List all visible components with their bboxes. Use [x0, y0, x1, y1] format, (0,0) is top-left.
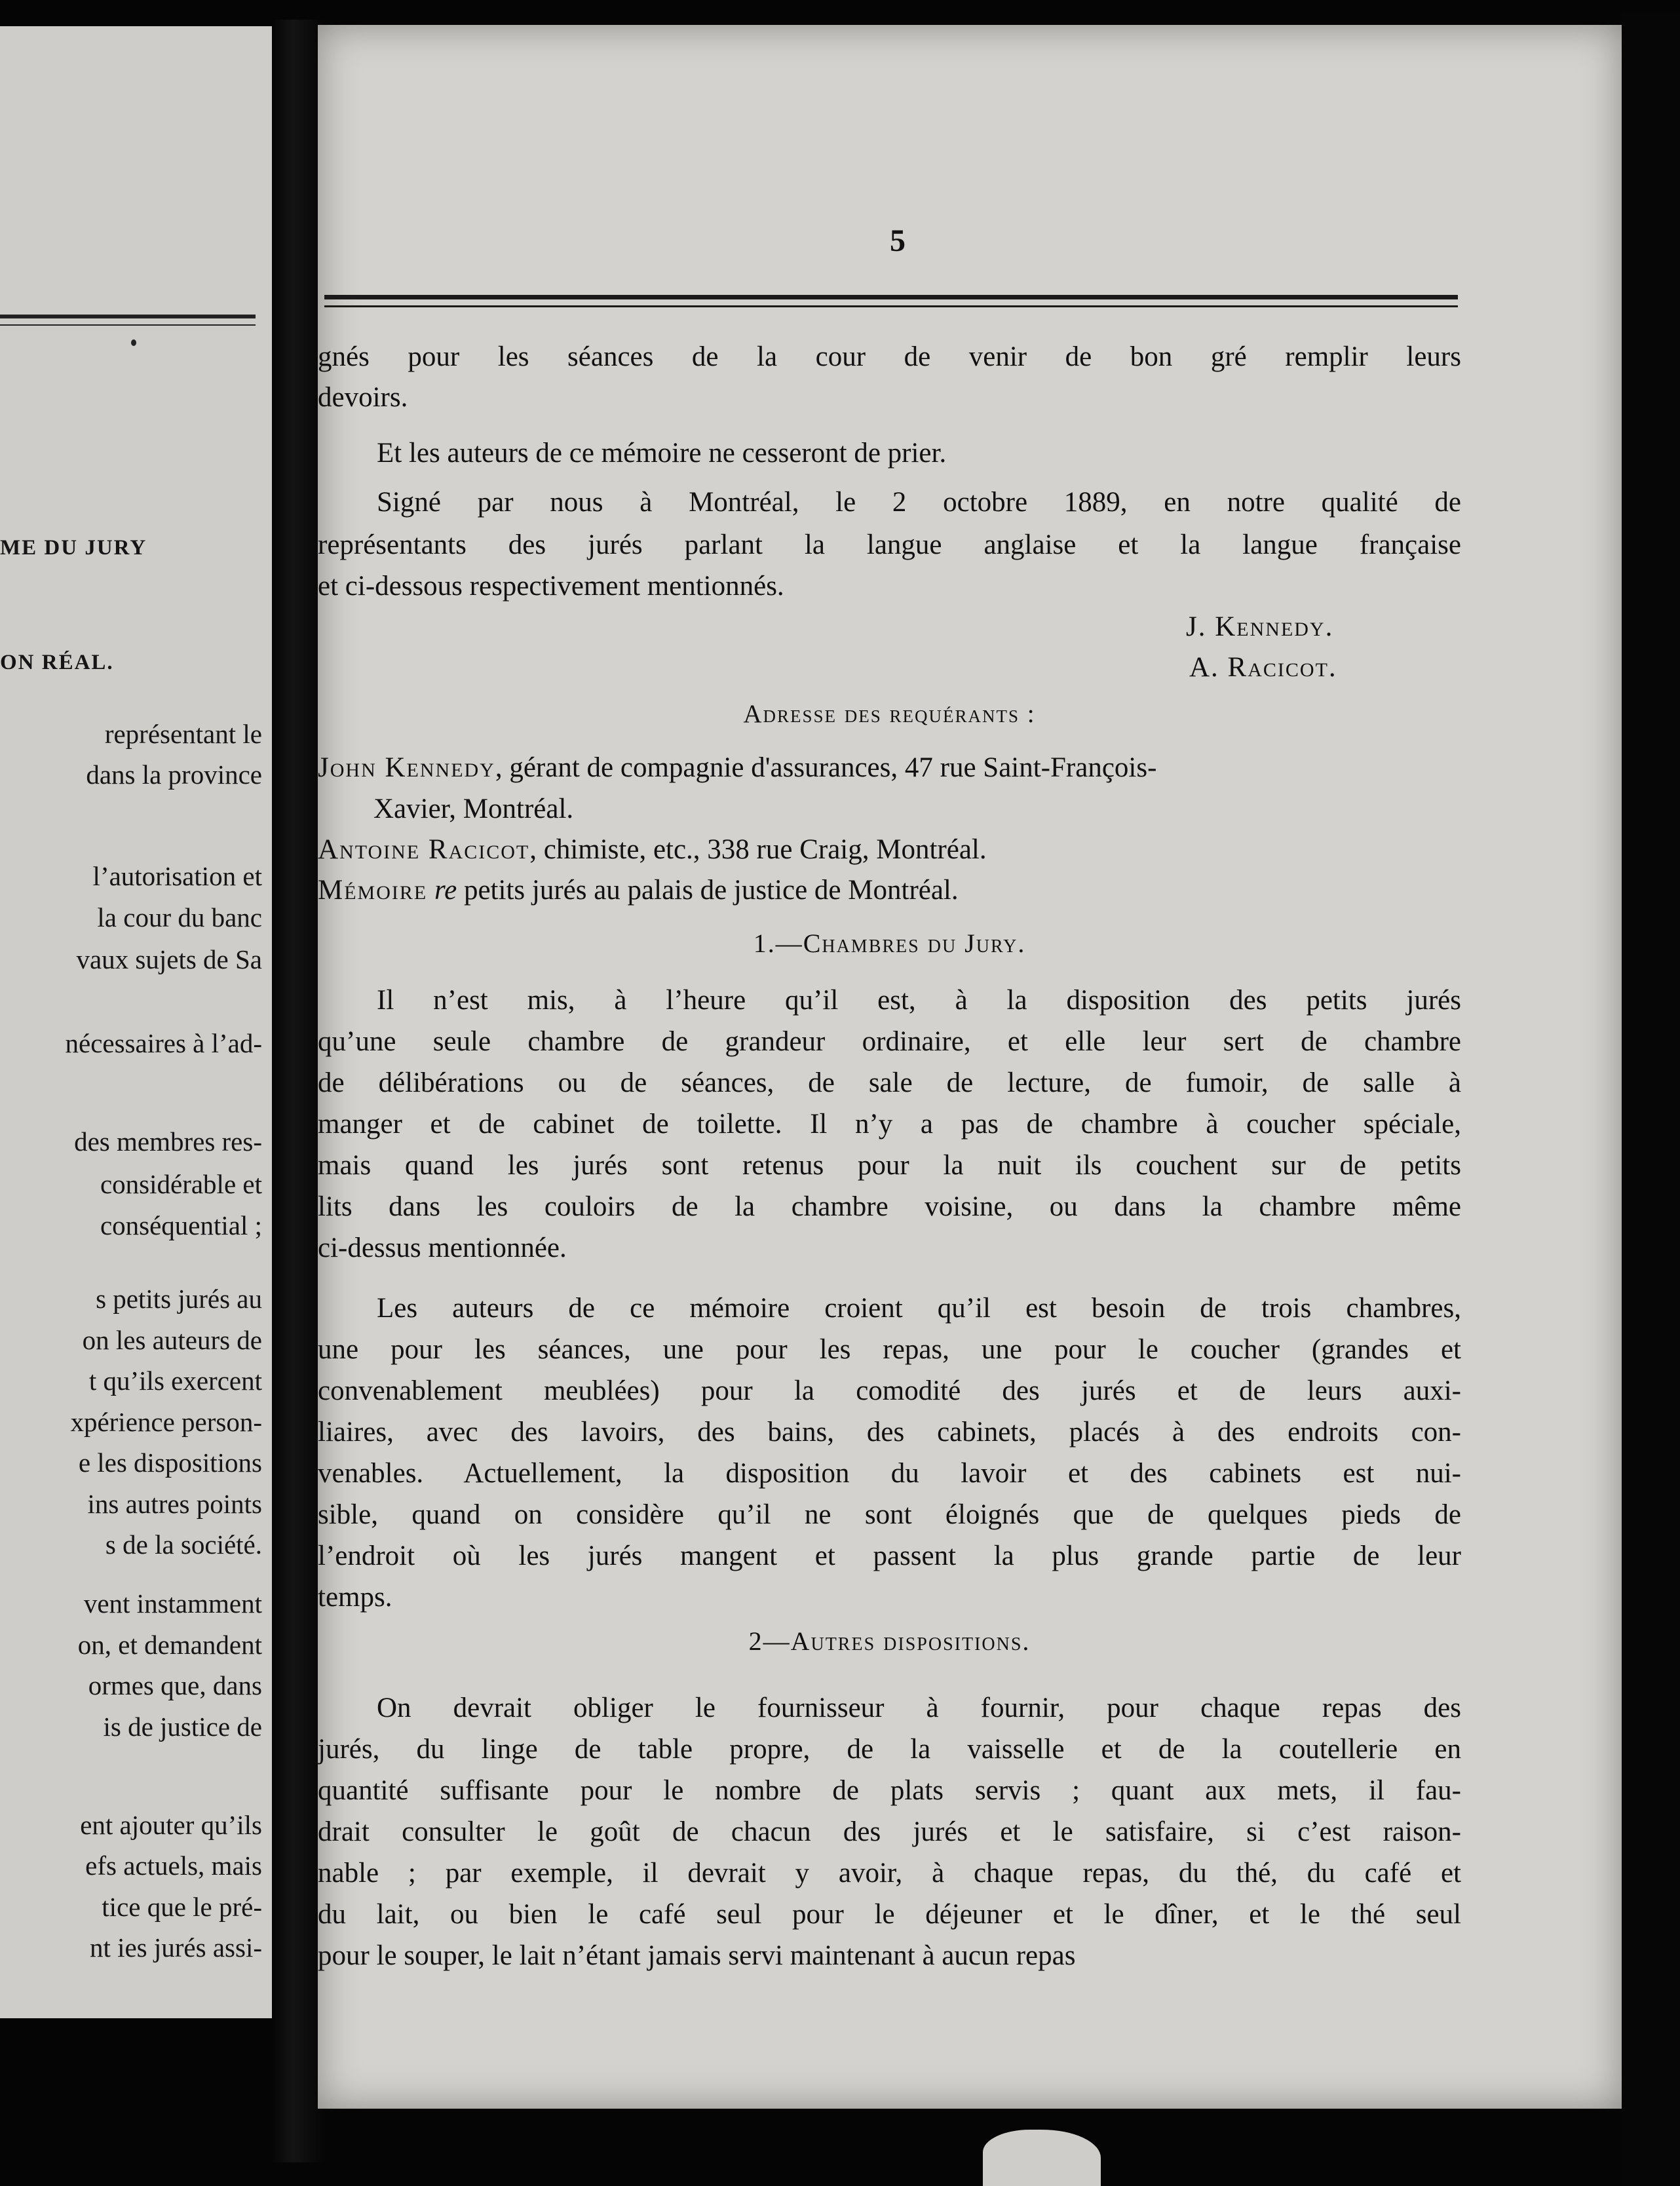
memoire-word: Mémoire — [318, 875, 428, 906]
racicot-name: Antoine Racicot — [318, 834, 530, 865]
book-gutter — [272, 20, 324, 2162]
kennedy-details: , gérant de compagnie d'assurances, 47 rue Saint-François- — [495, 752, 1157, 783]
left-page-line: is de justice de — [103, 1712, 262, 1742]
left-page-line: l’autorisation et — [92, 861, 262, 891]
left-page-line: ent ajouter qu’ils — [80, 1810, 262, 1840]
paragraph-line: convenablement meublées) pour la comodité des jurés et de leurs auxi- — [318, 1375, 1461, 1406]
left-page-line: efs actuels, mais — [85, 1850, 262, 1881]
signed-line-3: et ci-dessous respectivement mentionnés. — [318, 571, 784, 602]
paragraph-line: On devrait obliger le fournisseur à fournir, pour chaque repas des — [377, 1693, 1461, 1723]
paragraph-line: sible, quand on considère qu’il ne sont éloignés que de quelques pieds de — [318, 1499, 1461, 1530]
paragraph-line: drait consulter le goût de chacun des jurés et le satisfaire, si c’est raison- — [318, 1816, 1461, 1847]
paragraph-line: Il n’est mis, à l’heure qu’il est, à la disposition des petits jurés — [377, 985, 1461, 1016]
racicot-details: , chimiste, etc., 338 rue Craig, Montréal. — [529, 834, 987, 865]
signature-kennedy: J. Kennedy. — [1186, 611, 1334, 642]
signed-line-1: Signé par nous à Montréal, le 2 octobre 1889, en notre qualité de — [377, 487, 1461, 518]
memoire-re: re — [434, 875, 457, 906]
left-page-line: s de la société. — [105, 1529, 262, 1560]
paragraph-line: temps. — [318, 1582, 392, 1613]
section1-heading: 1.—Chambres du Jury. — [753, 929, 1026, 958]
kennedy-name: John Kennedy — [318, 752, 495, 783]
left-page-line: t qu’ils exercent — [88, 1366, 262, 1396]
left-page-rule — [0, 315, 256, 318]
left-page-line: représentant le — [104, 719, 262, 749]
paragraph-line: nable ; par exemple, il devrait y avoir, à chaque repas, du thé, du café et — [318, 1858, 1461, 1889]
left-page-line: nécessaires à l’ad- — [65, 1028, 262, 1058]
left-page-line: nt ies jurés assi- — [89, 1932, 262, 1963]
memoire-subject: petits jurés au palais de justice de Montréal. — [457, 875, 959, 906]
paragraph-line: une pour les séances, une pour les repas, une pour le coucher (grandes et — [318, 1334, 1461, 1365]
page-number: 5 — [890, 223, 906, 258]
paragraph-line: jurés, du linge de table propre, de la vaisselle et de la coutellerie en — [318, 1734, 1461, 1765]
left-page-line: ME DU JURY — [0, 536, 147, 560]
paragraph-line: manger et de cabinet de toilette. Il n’y a pas de chambre à coucher spéciale, — [318, 1109, 1461, 1140]
left-page-line: on, et demandent — [77, 1630, 262, 1660]
left-page-line: e les dispositions — [78, 1448, 262, 1478]
paragraph-line: mais quand les jurés sont retenus pour la nuit ils couchent sur de petits — [318, 1150, 1461, 1181]
left-page-rule-thin — [0, 324, 256, 326]
left-page-line: on les auteurs de — [82, 1325, 262, 1355]
memoire-title — [318, 876, 959, 904]
paragraph-line: de délibérations ou de séances, de sale de lecture, de fumoir, de salle à — [318, 1067, 1461, 1098]
left-page-line: la cour du banc — [97, 902, 262, 932]
left-page-line: s petits jurés au — [96, 1284, 262, 1314]
ink-dot — [131, 339, 136, 346]
left-facing-page — [0, 26, 272, 2018]
paragraph-line: venables. Actuellement, la disposition du lavoir et des cabinets est nui- — [318, 1458, 1461, 1489]
paragraph-line: quantité suffisante pour le nombre de plats servis ; quant aux mets, il fau- — [318, 1775, 1461, 1806]
paragraph-line: du lait, ou bien le café seul pour le déjeuner et le dîner, et le thé seul — [318, 1899, 1461, 1930]
paragraph-line: pour le souper, le lait n’étant jamais servi maintenant à aucun repas — [318, 1940, 1076, 1971]
paragraph-line: lits dans les couloirs de la chambre voisine, ou dans la chambre même — [318, 1191, 1461, 1222]
paragraph-line: qu’une seule chambre de grandeur ordinaire, et elle leur sert de chambre — [318, 1026, 1461, 1057]
left-page-line: vaux sujets de Sa — [76, 944, 262, 974]
prayer-line: Et les auteurs de ce mémoire ne cesseront de prier. — [377, 438, 947, 469]
opening-line-2: devoirs. — [318, 382, 408, 413]
paragraph-line: l’endroit où les jurés mangent et passent la plus grande partie de leur — [318, 1541, 1461, 1571]
left-page-line: conséquential ; — [100, 1210, 262, 1240]
signed-line-2: représentants des jurés parlant la langue anglaise et la langue française — [318, 529, 1461, 560]
left-page-line: xpérience person- — [70, 1407, 262, 1437]
opening-line-1: gnés pour les séances de la cour de venir de bon gré remplir leurs — [318, 341, 1461, 372]
section2-heading: 2—Autres dispositions. — [748, 1626, 1031, 1656]
left-page-line: considérable et — [100, 1169, 262, 1199]
left-page-line: vent instamment — [83, 1588, 262, 1619]
left-page-line: ON RÉAL. — [0, 651, 114, 674]
signature-racicot: A. Racicot. — [1189, 652, 1337, 683]
address-kennedy-cont: Xavier, Montréal. — [373, 794, 574, 824]
paragraph-line: ci-dessus mentionnée. — [318, 1233, 567, 1263]
addresses-heading: Adresse des requérants : — [743, 700, 1036, 728]
header-rule-thin — [324, 305, 1458, 307]
left-page-line: ins autres points — [87, 1489, 262, 1519]
left-page-line: dans la province — [86, 759, 262, 790]
left-page-line: des membres res- — [74, 1126, 262, 1157]
left-page-line: ormes que, dans — [88, 1670, 262, 1700]
right-page-edge — [1622, 13, 1680, 2186]
address-kennedy — [318, 754, 1461, 782]
header-rule — [324, 295, 1458, 299]
address-racicot — [318, 835, 987, 864]
page-tear — [983, 2130, 1101, 2186]
paragraph-line: Les auteurs de ce mémoire croient qu’il est besoin de trois chambres, — [377, 1293, 1461, 1324]
paragraph-line: liaires, avec des lavoirs, des bains, des cabinets, placés à des endroits con- — [318, 1417, 1461, 1448]
left-page-line: tice que le pré- — [102, 1892, 262, 1922]
